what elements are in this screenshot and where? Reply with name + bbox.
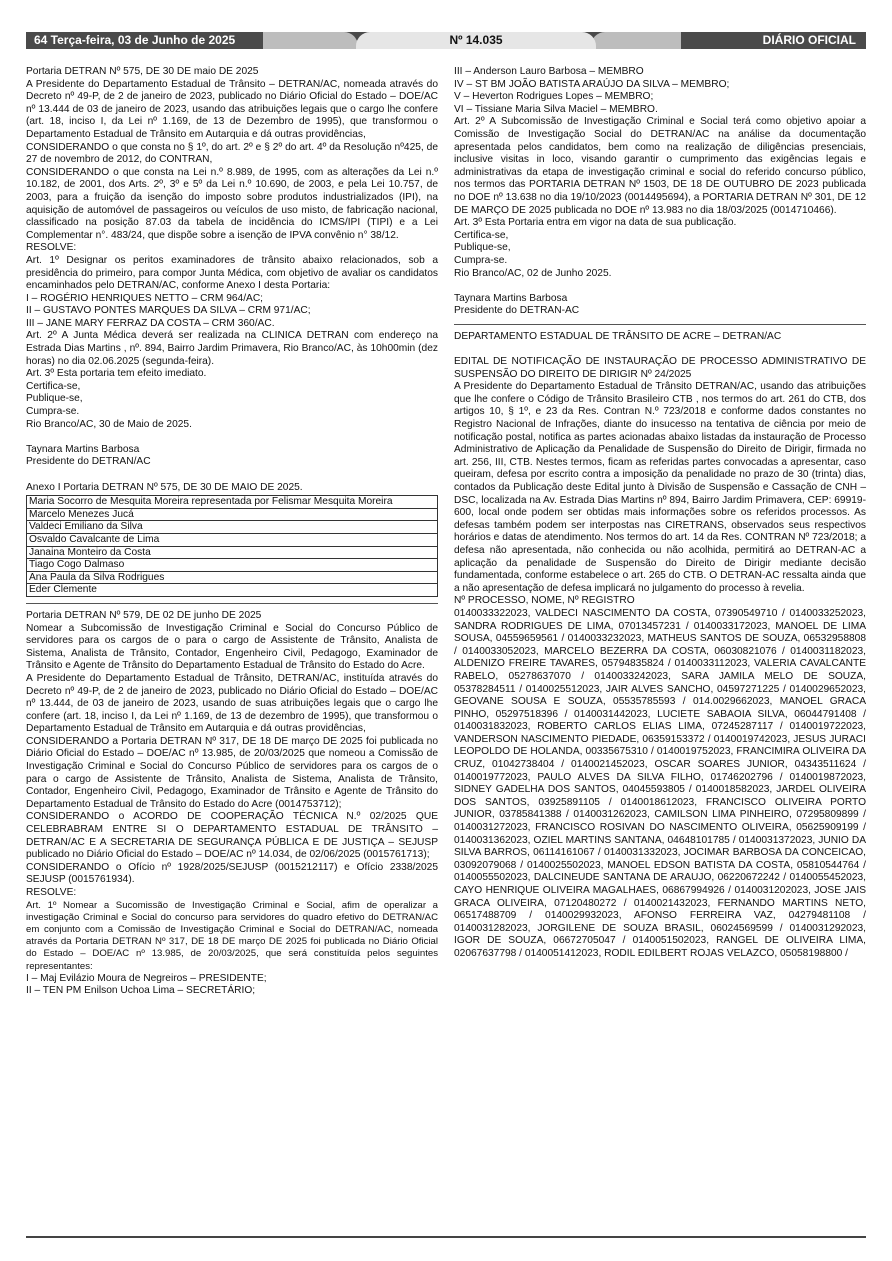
section-divider	[454, 324, 866, 325]
annex-title: Anexo I Portaria DETRAN Nº 575, DE 30 DE MAIO DE 2025.	[26, 481, 303, 493]
portaria-575-para: Publique-se,	[26, 393, 83, 405]
header-tab-right	[591, 32, 681, 49]
table-row	[27, 533, 438, 546]
portaria-579-para: CONSIDERANDO o ACORDO DE COOPERAÇÃO TÉCNICA N.º 02/2025 QUE CELEBRABRAM ENTRE SI O DEPARTAMENTO ESTADUAL DE TRÂNSITO – DETRAN/AC E A SECRETARIA DE SEGURANÇA PÚBLICA E DE JUSTIÇA – SEJUSP publicado no Diário Oficial do Estado – DOE/AC nº 14.034, de 02/06/2025 (0015761713);	[26, 811, 438, 861]
member-item: II – TEN PM Enilson Uchoa Lima – SECRETÁRIO;	[26, 985, 256, 997]
portaria-579-para: RESOLVE:	[26, 887, 77, 898]
portaria-579	[26, 610, 438, 998]
spacer	[454, 280, 866, 293]
portaria-575-para: CONSIDERANDO o que consta no § 1º, do art. 2º e § 2º do art. 4º da Resolução nº425, de 27 de novembro de 2012, do CONTRAN,	[26, 141, 438, 166]
member-item: V – Heverton Rodrigues Lopes – MEMBRO;	[454, 91, 654, 103]
portaria-575	[26, 66, 438, 597]
publication-name: DIÁRIO OFICIAL	[762, 33, 856, 47]
member-item: III – Anderson Lauro Barbosa – MEMBRO	[454, 66, 644, 77]
article-para: Art. 2º A Subcomissão de Investigação Criminal e Social terá como objetivo apoiar a Comissão de Investigação Social do DETRAN/AC na análise da documentação apresentada pelos candidatos, bem como na realização de diligências presenciais, inclusive visitas in loco, visando garantir o cumprimento das exigências legais e administrativas da etapa de investigação criminal e social do referido concurso público, nos termos das PORTARIA DETRAN Nº 1503, DE 18 DE OUTUBRO DE 2023 publicada no DOE nº 13.638 no dia 19/10/2023 (0014495694), a PORTARIA DETRAN Nº 301, DE 12 DE MARÇO DE 2025 publicada no DOE nº 13.983 no dia 18/03/2025 (0014710466).	[454, 116, 866, 216]
table-cell: Janaina Monteiro da Costa	[27, 546, 438, 559]
page-header	[26, 32, 866, 49]
closing-line: Certifica-se,	[454, 229, 509, 241]
member-item: VI – Tissiane Maria Silva Maciel – MEMBRO.	[454, 103, 658, 115]
signature-name: Taynara Martins Barbosa	[26, 443, 140, 455]
portaria-579-para: CONSIDERANDO o Ofício nº 1928/2025/SEJUSP (0015212117) e Ofício 2338/2025 SEJUSP (0015761934).	[26, 861, 438, 886]
portaria-575-para: Rio Branco/AC, 30 de Maio de 2025.	[26, 418, 192, 430]
portaria-575-para: Art. 2º A Junta Médica deverá ser realizada na CLINICA DETRAN com endereço na Estrada Dias Martins , nº. 894, Bairro Jardim Primavera, Rio Branco/AC, às 10h00min (dez horas) no dia 02.06.2025 (segunda-feira).	[26, 330, 438, 367]
portaria-575-para: II – GUSTAVO PONTES MARQUES DA SILVA – CRM 971/AC;	[26, 305, 311, 317]
table-row	[27, 546, 438, 559]
portaria-579-title: Portaria DETRAN Nº 579, DE 02 DE junho DE 2025	[26, 609, 262, 621]
portaria-575-para: Art. 3º Esta portaria tem efeito imediato.	[26, 368, 207, 380]
bottom-rule	[26, 1236, 866, 1238]
member-item: I – Maj Evilázio Moura de Negreiros – PRESIDENTE;	[26, 972, 267, 984]
table-row	[27, 584, 438, 597]
table-row	[27, 571, 438, 584]
table-cell: Eder Clemente	[27, 584, 438, 597]
table-row	[27, 496, 438, 509]
table-cell: Valdeci Emiliano da Silva	[27, 521, 438, 534]
spacer	[454, 343, 866, 356]
portaria-575-title: Portaria DETRAN Nº 575, DE 30 DE maio DE 2025	[26, 66, 259, 77]
issue-number: Nº 14.035	[449, 33, 503, 47]
process-list: 0140033322023, VALDECI NASCIMENTO DA COSTA, 07390549710 / 0140033252023, SANDRA RODRIGUES DE LIMA, 07013457231 / 0140033172023, MANOEL DE LIMA SOUSA, 04559659561 / 0140033232023, MATHEUS SANTOS DE SOUZA, 06532958808 / 0140033052023, MARCELO BEZERRA DA COSTA, 06030821076 / 0140031182023, ALDENIZO FREIRE TAVARES, 05794835824 / 0140033112023, VALERIA CAVALCANTE RABELO, 05278637070 / 0140033242023, SARA JAMILA MELO DE SOUZA, 05378284511 / 0140025512023, JAIR ALVES SANCHO, 04597271225 / 0140029652023, GEOVANE SOUSA E SOUZA, 05535785593 / 014.0029662023, MANOEL GRACA PINHO, 05297518396 / 0140031442023, LUCIETE SABAOIA SILVA, 06044791408 / 0140031832023, ROBERTO CARLOS ELIAS LIMA, 07245287117 / 0140019722023, VANDERSON NASCIMENTO PIEDADE, 06359153372 / 0140019742023, JESUS JURACI LEOPOLDO DE HOLANDA, 00335675310 / 0140019752023, FRANCIMIRA OLIVEIRA DA CRUZ, 01042738404 / 0140021452023, OSCAR SOARES JUNIOR, 04343511624 / 0140019772023, PAULO ALVES DA SILVA FILHO, 01746202796 / 0140019872023, SIDNEY GADELHA DOS SANTOS, 04045593805 / 0140018582023, JARDEL OLIVEIRA DOS SANTOS, 03925891105 / 0140018612023, FRANCISCO OLIVEIRA PORTO JUNIOR, 03785841388 / 0140031262023, CAMILSON LIMA PINHEIRO, 07295809899 / 0140031272023, FRANCISCO ROSIVAN DO NASCIMENTO OLIVEIRA, 05625909199 / 0140031362023, OZIEL MARTINS SANTANA, 04648101785 / 0140031372023, JUNIO DA SILVA BARROS, 06114161067 / 0140031332023, JOCIMAR BARBOSA DA CONCEICAO, 03092079068 / 0140025502023, MANOEL EDSON BATISTA DA COSTA, 05810544764 / 0140055502023, DALCINEUDE SANTANA DE ARAUJO, 06220672242 / 0140055452023, CAYO HENRIQUE OLIVEIRA MAGALHAES, 06867994926 / 0140031202023, JOSE JAIS GRACA OLIVEIRA, 07120480272 / 0140021432023, FERNANDO MARTINS NETO, 06517488709 / 0140029932023, AFONSO FERREIRA VAZ, 04279481108 / 0140031282023, JORGILENE DE SOUZA BRASIL, 06024569599 / 0140031292023, IGOR DE SOUZA, 06672705047 / 0140051502023, RANGEL DE OLIVEIRA LIMA, 02067637798 / 0140051412023, RODIL EDILBERT ROJAS VELAZCO, 05058198800 /	[454, 607, 866, 959]
process-list-header: Nº PROCESSO, NOME, Nº REGISTRO	[454, 595, 635, 607]
portaria-575-para: Art. 1º Designar os peritos examinadores de trânsito abaixo relacionados, sob a presidência do primeiro, para compor Junta Médica, com objetivo de avaliar os candidatos encaminhados pelo DETRAN/AC, conforme Anexo I desta Portaria:	[26, 254, 438, 292]
edital-title: EDITAL DE NOTIFICAÇÃO DE INSTAURAÇÃO DE PROCESSO ADMINISTRATIVO DE SUSPENSÃO DO DIREITO DE DIRIGIR Nº 24/2025	[454, 356, 866, 380]
portaria-579-para: A Presidente do Departamento Estadual de Trânsito, DETRAN/AC, instituída através do Decreto nº 49-P, de 2 de janeiro de 2023, publicado no Diário Oficial do Estado – DOE/AC nº 13.444, de 03 de janeiro de 2023, usando de suas atribuições legais que o cargo lhe confere (art. 18, inciso I, da Lei nº 1.169, de 13 de dezembro de 1995), que transformou o Departamento Estadual de Trânsito em Autarquia e dá outras providências,	[26, 672, 438, 735]
portaria-579-article: Art. 1º Nomear a Sucomissão de Investigação Criminal e Social, afim de operalizar a investigação Criminal e Social do concurso para servidores do quadro efetivo do DETRAN/AC em conjunto com a Comissão de Investigação Criminal e Social do DETRAN/AC, nomeada através da Portaria DETRAN Nº 317, DE 18 DE março DE 2025 foi publicada no Diário Oficial do Estado – DOE/AC nº 13.985, de 20/03/2025, que será constituída pelos seguintes representantes:	[26, 899, 438, 972]
left-column	[26, 66, 438, 998]
closing-line: Rio Branco/AC, 02 de Junho 2025.	[454, 267, 612, 279]
table-row	[27, 508, 438, 521]
portaria-575-para: III – JANE MARY FERRAZ DA COSTA – CRM 360/AC.	[26, 317, 275, 329]
signature-name: Taynara Martins Barbosa	[454, 292, 568, 304]
header-tab-left	[263, 32, 358, 49]
article-para: Art. 3º Esta Portaria entra em vigor na data de sua publicação.	[454, 217, 737, 229]
portaria-579-para: Nomear a Subcomissão de Investigação Criminal e Social do Concurso Público de servidores para os cargos de o para o cargo de Assistente de Trânsito, Analista de Sistema, Analista de Trânsito, Contador, Engenheiro Civil, Pedagogo, Examinador de Trânsito e Agente de Trânsito do Departamento Estadual de Trânsito do Estado do Acre.	[26, 622, 438, 672]
section-divider	[26, 603, 438, 604]
signature-role: Presidente do DETRAN-AC	[454, 305, 580, 317]
portaria-579-para: CONSIDERANDO a Portaria DETRAN Nº 317, DE 18 DE março DE 2025 foi publicada no Diário Oficial do Estado – DOE/AC nº 13.985, de 20/03/2025 que nomeou a Comissão de Investigação Criminal e Social do Concurso Público de servidores para os cargos de o para o cargo de Assistente de Trânsito, Analista de Sistema, Analista de Trânsito, Contador, Engenheiro Civil, Pedagogo, Examinador de Trânsito e Agente de Trânsito do Departamento Estadual de Trânsito do Estado do Acre (0014753712);	[26, 735, 438, 810]
portaria-575-para: Certifica-se,	[26, 380, 81, 392]
table-row	[27, 559, 438, 572]
department-heading: DEPARTAMENTO ESTADUAL DE TRÂNSITO DE ACRE – DETRAN/AC	[454, 330, 782, 342]
page-number-date: 64 Terça-feira, 03 de Junho de 2025	[34, 33, 236, 47]
portaria-575-para: RESOLVE:	[26, 242, 77, 254]
table-cell: Maria Socorro de Mesquita Moreira representada por Felismar Mesquita Moreira	[27, 496, 438, 509]
table-row	[27, 521, 438, 534]
closing-line: Publique-se,	[454, 242, 511, 254]
table-cell: Marcelo Menezes Jucá	[27, 508, 438, 521]
table-cell: Ana Paula da Silva Rodrigues	[27, 571, 438, 584]
table-cell: Tiago Cogo Dalmaso	[27, 559, 438, 572]
right-column	[454, 66, 866, 961]
annex-table	[26, 495, 438, 597]
portaria-575-para: I – ROGÉRIO HENRIQUES NETTO – CRM 964/AC;	[26, 292, 264, 304]
spacer	[26, 469, 438, 482]
edital-body: A Presidente do Departamento Estadual de Trânsito DETRAN/AC, usando das atribuições que lhe confere o Código de Trânsito Brasileiro CTB , nos termos do art. 261 do CTB, dos artigos 10, § 1º, e 23 da Res. Contran N.º 723/2018 e conforme dados constantes no Registro Nacional de Infrações, diante do insucesso na tentativa de ciência por meio de notificação postal, notifica as partes acionadas abaixo listadas da instauração de Processo Administrativo de Aplicação da Penalidade de Suspensão do Direito de Dirigir, firmada no art. 256, III, CTB. Nestes termos, ficam as referidas partes convocadas a apresentar, caso queiram, defesa por escrito contra a imposição da penalidade no prazo de 30 (trinta) dias, contados da Publicação deste Edital junto à Divisão de Suspensão e Cassação de CNH – DSC, localizada na Av. Estrada Dias Martins nº 894, Bairro Jardim Primavera, CEP: 69919-600, local onde podem ser obtidas mais informações sobre os referidos processos. As defesas também podem ser interpostas nas CIRETRANS, observados seus respectivos horários e datas de atendimento. Nos termos do art. 14 da Res. CONTRAN Nº 723/2018; a defesa não apresentada, não conhecida ou não acolhida, permitirá ao DETRAN-AC a aplicação da penalidade de Suspensão do Direito de Dirigir mediante decisão fundamentada, conforme estabelece o art. 265 do CTB. O DETRAN-AC ressalta ainda que a não apresentação de defesa implicará no julgamento do processo à revelia.	[454, 381, 866, 594]
portaria-575-para: Cumpra-se.	[26, 406, 80, 418]
spacer	[26, 431, 438, 444]
signature-role: Presidente do DETRAN/AC	[26, 456, 151, 468]
closing-line: Cumpra-se.	[454, 254, 508, 266]
member-item: IV – ST BM JOÃO BATISTA ARAÚJO DA SILVA – MEMBRO;	[454, 78, 730, 90]
table-cell: Osvaldo Cavalcante de Lima	[27, 533, 438, 546]
portaria-575-para: CONSIDERANDO o que consta na Lei n.º 8.989, de 1995, com as alterações da Lei n.º 10.182, de 2001, dos Arts. 2º, 3º e 5º da Lei n.º 10.690, de 2003, e pela Lei 10.757, de 2003, para a fruição da isenção do imposto sobre produtos industrializados (IPI), na aquisição de automóvel de passageiros ou veículos de uso misto, de fabricação nacional, classificado na posição 87.03 da tabela de incidência do ICMS/IPI (TIPI) e a Lei Complementar n°. 483/24, que dispõe sobre a isenção de IPVA convênio n° 38/12.	[26, 166, 438, 241]
portaria-575-para: A Presidente do Departamento Estadual de Trânsito – DETRAN/AC, nomeada através do Decreto nº 49-P, de 2 de janeiro de 2023, publicado no Diário Oficial do Estado – DOE/AC nº 13.444 de 03 de janeiro de 2023, usando das atribuições legais que o cargo lhe confere (art. 18, inciso I, da Lei nº 1.169, de 13 de Dezembro de 1995), que transformou o Departamento Estadual de Trânsito em Autarquia e dá outras providências,	[26, 78, 438, 140]
